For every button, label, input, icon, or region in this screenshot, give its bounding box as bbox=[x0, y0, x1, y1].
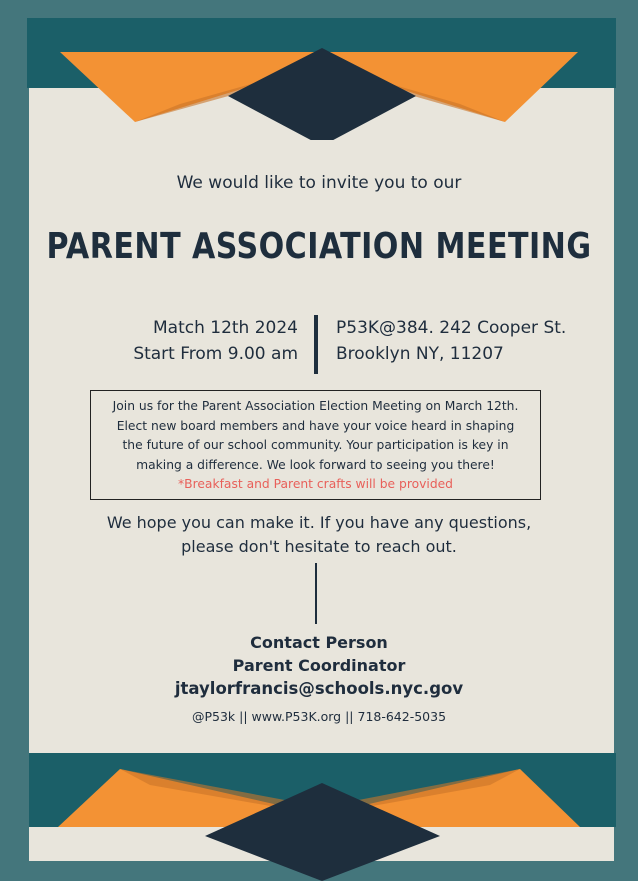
details-line: the future of our school community. Your participation is key in bbox=[122, 438, 509, 452]
date-time-block bbox=[133, 315, 298, 367]
top-decoration bbox=[0, 0, 638, 140]
closing-line-2: please don't hesitate to reach out. bbox=[181, 537, 457, 556]
details-line: Elect new board members and have your voice heard in shaping bbox=[116, 418, 515, 433]
invite-line: We would like to invite you to our bbox=[176, 173, 462, 193]
address-block bbox=[336, 315, 566, 367]
details-line: making a difference. We look forward to seeing you there! bbox=[136, 457, 495, 472]
details-line: Join us for the Parent Association Election Meeting on March 12th. bbox=[112, 399, 519, 413]
details-box bbox=[90, 390, 541, 500]
breakfast-note: *Breakfast and Parent crafts will be provided bbox=[178, 477, 453, 491]
info-divider bbox=[314, 315, 318, 374]
address-line-2: Brooklyn NY, 11207 bbox=[336, 344, 504, 364]
contact-divider bbox=[315, 563, 317, 624]
contact-links: @P53k || www.P53K.org || 718-642-5035 bbox=[191, 709, 447, 724]
closing-line-1: We hope you can make it. If you have any questions, bbox=[106, 513, 532, 532]
contact-email: jtaylorfrancis@schools.nyc.gov bbox=[174, 679, 464, 698]
event-date: Match 12th 2024 bbox=[152, 318, 298, 338]
address-line-1: P53K@384. 242 Cooper St. bbox=[336, 318, 567, 338]
contact-role: Parent Coordinator bbox=[232, 656, 406, 675]
closing-message bbox=[0, 511, 638, 559]
event-time: Start From 9.00 am bbox=[133, 344, 298, 364]
contact-label: Contact Person bbox=[250, 633, 388, 652]
bottom-decoration bbox=[0, 745, 638, 881]
event-title: PARENT ASSOCIATION MEETING bbox=[46, 226, 592, 267]
